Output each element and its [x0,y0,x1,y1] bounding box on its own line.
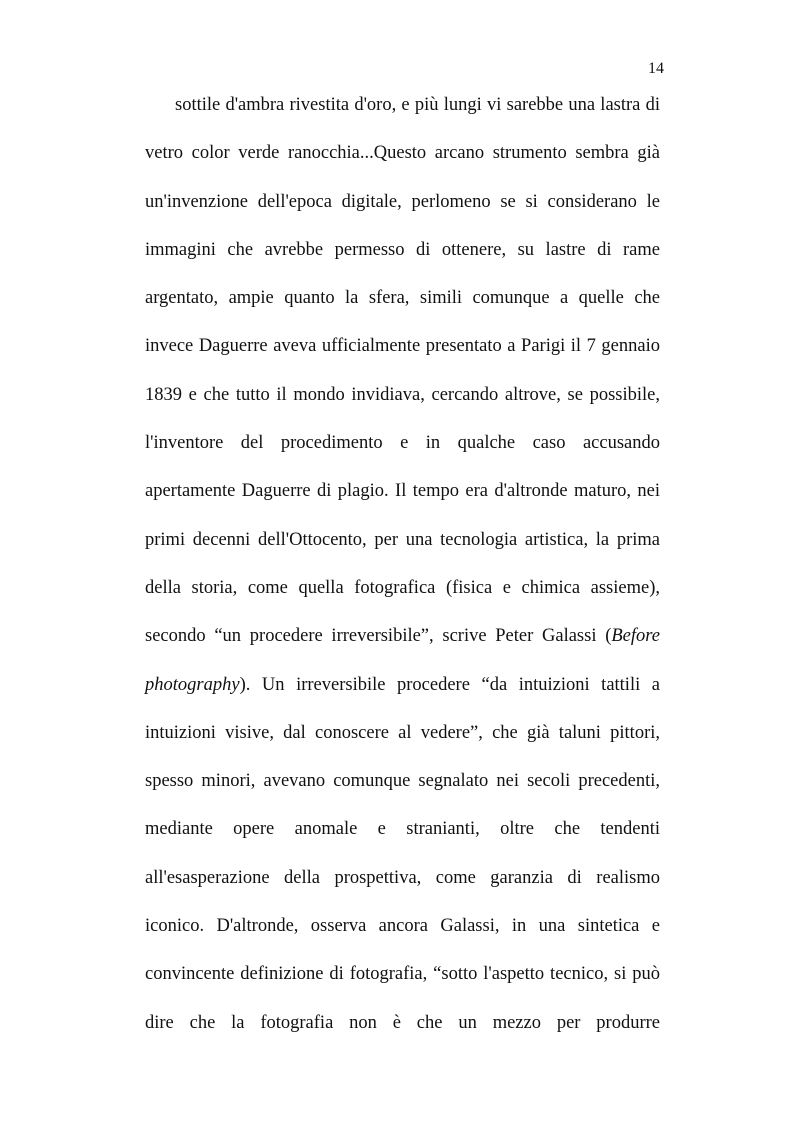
text-line-with-italic [145,673,660,721]
text-line: vetro color verde ranocchia...Questo arcano strumento sembra già [145,143,660,164]
text-line: immagini che avrebbe permesso di ottenere, su lastre di rame [145,239,660,260]
text-line: primi decenni dell'Ottocento, per una tecnologia artistica, la prima [145,529,660,550]
italic-title-part: photography [145,674,240,695]
text-line: argentato, ampie quanto la sfera, simili comunque a quelle che [145,288,660,309]
body-text [145,93,660,1059]
text-line-with-italic [145,624,660,672]
text-line: spesso minori, avevano comunque segnalato nei secoli precedenti, [145,771,660,792]
line-text: ). Un irreversibile procedere “da intuizioni tattili a [239,674,660,695]
text-line: un'invenzione dell'epoca digitale, perlomeno se si considerano le [145,191,660,212]
text-line: della storia, come quella fotografica (fisica e chimica assieme), [145,577,660,598]
text-line: convincente definizione di fotografia, “sotto l'aspetto tecnico, si può [145,964,660,985]
text-line: intuizioni visive, dal conoscere al vedere”, che già taluni pittori, [145,722,660,743]
text-line: iconico. D'altronde, osserva ancora Galassi, in una sintetica e [145,916,660,937]
text-line: all'esasperazione della prospettiva, come garanzia di realismo [145,867,660,888]
text-line: apertamente Daguerre di plagio. Il tempo era d'altronde maturo, nei [145,481,660,502]
text-line: l'inventore del procedimento e in qualche caso accusando [145,433,660,454]
text-line: sottile d'ambra rivestita d'oro, e più lungi vi sarebbe una lastra di [175,95,660,115]
text-line: mediante opere anomale e stranianti, oltre che tendenti [145,819,660,840]
text-line: dire che la fotografia non è che un mezzo per produrre [145,1012,660,1033]
text-line: 1839 e che tutto il mondo invidiava, cercando altrove, se possibile, [145,384,660,405]
italic-title-part: Before [611,626,660,647]
text-line: invece Daguerre aveva ufficialmente presentato a Parigi il 7 gennaio [145,336,660,357]
page-number: 14 [648,60,664,77]
line-text: secondo “un procedere irreversibile”, scrive Peter Galassi ( [145,626,612,647]
